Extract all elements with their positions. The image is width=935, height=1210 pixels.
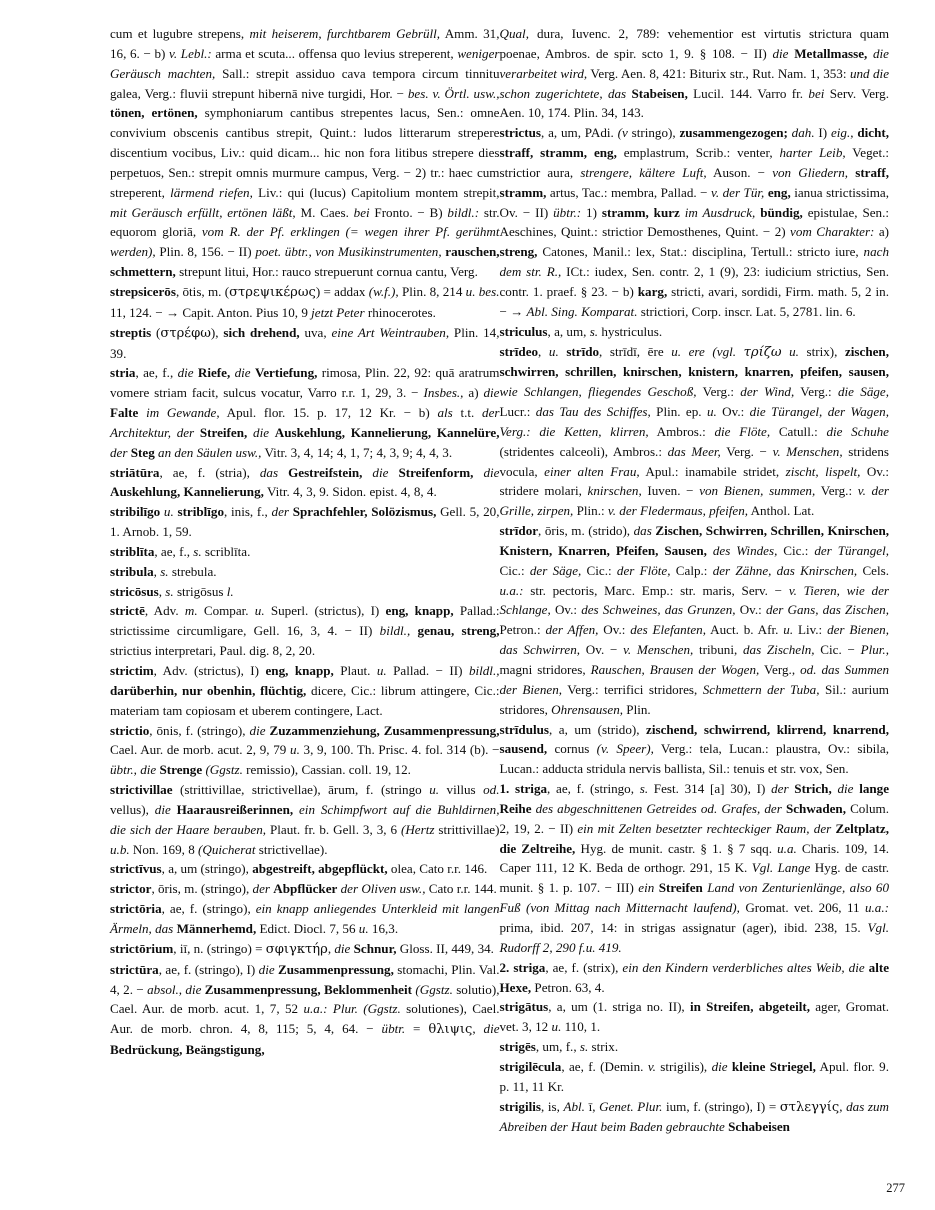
two-column-body (24, 24, 911, 1137)
dictionary-entry: striculus, a, um, s. hystriculus. (499, 323, 663, 339)
dictionary-entry: strepsicerōs, ōtis, m. (στρεψικέρως) = addax (w.f.), Plin. 8, 214 u. bes. 11, 124. − → Capit. Anton. Pius 10, 9 jetzt Peter rhinocerotes. (110, 283, 500, 320)
dictionary-entry: cum et lugubre strepens, mit heiserem, furchtbarem Gebrüll, Amm. 31, 16, 6. − b) v. Lebl.: arma et scuta... offensa quo levius streperent, weniger Geräusch machten, Sall.: strepit assiduo cava tempora circum tinnitu galea, Verg.: fluvii strepunt hibernā nive turgidi, Hor. − bes. v. Örtl. usw., tönen, ertönen, symphoniarum cantibus strepentes lacus, Sen.: omne convivium obscenis cantibus strepit, Quint.: ludos litterarum strepere discentium vocibus, Liv.: quid dicam... hic non fora litibus strepere dies perpetuos, Sen.: strepit omnis murmure campus, Verg. − 2) tr.: haec cum streperent, lärmend riefen, Liv.: qui (lucus) Capitolium montem strepit, mit Geräusch erfüllt, ertönen läßt, M. Caes. bei Fronto. − B) bildl.: str. equorom gloriā, vom R. der Pf. erklingen (= wegen ihrer Pf. gerühmt werden), Plin. 8, 156. − II) poet. übtr., von Musikinstrumenten, rauschen, schmettern, strepunt litui, Hor.: rauco strepuerunt cornua cantu, Verg. (110, 26, 500, 280)
dictionary-entry: strīdor, ōris, m. (strido), das Zischen, Schwirren, Schrillen, Knirschen, Knistern, Knarren, Pfeifen, Sausen, des Windes, Cic.: der Türangel, Cic.: der Säge, Cic.: der Flöte, Calp.: der Zähne, das Knirschen, Cels. u.a.: str. pectoris, Marc. Emp.: str. maris, Serv. − v. Tieren, wie der Schlange, Ov.: des Schweines, das Grunzen, Ov.: der Gans, das Zischen, Petron.: der Affen, Ov.: des Elefanten, Auct. b. Afr. u. Liv.: der Bienen, das Schwirren, Ov. − v. Menschen, tribuni, das Zischeln, Cic. − Plur., magni stridores, Rauschen, Brausen der Wogen, Verg., od. das Summen der Bienen, Verg.: terrifici stridores, Schmettern der Tuba, Sil.: aurium stridores, Ohrensausen, Plin. (499, 523, 890, 717)
dictionary-entry: strictūra, ae, f. (stringo), I) die Zusammenpressung, stomachi, Plin. Val. 4, 2. − absol., die Zusammenpressung, Beklommenheit (Ggstz. solutio), Cael. Aur. de morb. acut. 1, 7, 52 u.a.: Plur. (Ggstz. solutiones), Cael. Aur. de morb. chron. 4, 8, 115; 5, 4, 64. − übtr. = θλιψις, die Bedrückung, Beängstigung, (110, 961, 500, 1058)
dictionary-entry: strictōria, ae, f. (stringo), ein knapp anliegendes Unterkleid mit langen Ärmeln, das Männerhemd, Edict. Diocl. 7, 56 u. 16,3. (110, 901, 500, 936)
dictionary-entry: striblīta, ae, f., s. scriblīta. (110, 543, 251, 559)
dictionary-entry: strictivillae (strittivillae, strictivellae), ārum, f. (stringo u. villus od. vellus), die Haarausreißerinnen, ein Schimpfwort auf die Buhldirnen, die sich der Haare berauben, Plaut. fr. b. Gell. 3, 3, 6 (Hertz strittivillae) u.b. Non. 169, 8 (Quicherat strictivellae). (110, 782, 500, 857)
dictionary-entry: streptis (στρέφω), sich drehend, uva, eine Art Weintrauben, Plin. 14, 39. (110, 324, 500, 361)
dictionary-entry: strigātus, a, um (1. striga no. II), in Streifen, abgeteilt, ager, Gromat. vet. 3, 12 u. 110, 1. (499, 999, 889, 1035)
dictionary-entry: strictio, ōnis, f. (stringo), die Zuzammenziehung, Zusammenpressung, Cael. Aur. de morb. acut. 2, 9, 79 u. 3, 9, 100. Th. Prisc. 4. fol. 314 (b). − übtr., die Strenge (Ggstz. remissio), Cassian. coll. 19, 12. (110, 722, 500, 778)
dictionary-entry: strictus, a, um, PAdi. (v stringo), zusammengezogen; dah. I) eig., dicht, straff, stramm, eng, emplastrum, Scrib.: venter, harter Leib, Veget.: strictior aura, strengere, kältere Luft, Auson. − von Gliedern, straff, stramm, artus, Tac.: membra, Pallad. − v. der Tür, eng, ianua strictissima, Ov. − II) übtr.: 1) stramm, kurz im Ausdruck, bündig, epistulae, Sen.: Aeschines, Quint.: strictior Demosthenes, Quint. − 2) vom Charakter: a) streng, Catones, Manil.: lex, Stat.: disciplina, Tertull.: stricto iure, nach dem str. R., ICt.: iudex, Sen. contr. 2, 1 (9), 23: iudicium strictius, Sen. contr. 1. praef. § 23. − b) karg, stricti, avari, sordidi, Firm. math. 5, 2 in. − → Abl. Sing. Komparat. strictiori, Corp. inscr. Lat. 5, 2781. lin. 6. (499, 125, 890, 319)
dictionary-entry: strictīvus, a, um (stringo), abgestreift, abgepflückt, olea, Cato r.r. 146. (110, 861, 488, 877)
dictionary-entry: Qual, dura, Iuvenc. 2, 789: vehementior est virtutis strictura quam poenae, Ambros. de spir. scto 1, 9. § 108. − II) die Metallmasse, die verarbeitet wird, Verg. Aen. 8, 421: Biturix str., Rut. Nam. 1, 353: und die schon zugerichtete, das Stabeisen, Lucil. 144. Varro fr. bei Serv. Verg. Aen. 10, 174. Plin. 34, 143. (499, 26, 890, 121)
dictionary-entry: striātūra, ae, f. (stria), das Gestreifstein, die Streifenform, die Auskehlung, Kannelierung, Vitr. 4, 3, 9. Sidon. epist. 4, 8, 4. (110, 464, 500, 500)
dictionary-entry: strīdulus, a, um (strido), zischend, schwirrend, klirrend, knarrend, sausend, cornus (v. Speer), Verg.: tela, Lucan.: plaustra, Ov.: sibila, Lucan.: adducta stridula nervis ballista, Sil.: tenuis et str. vox, Sen. (499, 721, 889, 777)
dictionary-entry: strictē, Adv. m. Compar. u. Superl. (strictus), I) eng, knapp, Pallad.: strictissime circumligare, Gell. 16, 3, 4. − II) bildl., genau, streng, strictius interpretari, Paul. dig. 8, 2, 20. (110, 603, 500, 659)
left-column (110, 24, 500, 1060)
dictionary-entry: stria, ae, f., die Riefe, die Vertiefung, rimosa, Plin. 22, 92: quā aratrum vomere striam facit, sulcus vocatur, Varro r.r. 1, 29, 3. − Insbes., a) die Falte im Gewande, Apul. flor. 15. p. 17, 12 Kr. − b) als t.t. der Architektur, der Streifen, die Auskehlung, Kannelierung, Kannelüre, der Steg an den Säulen usw., Vitr. 3, 4, 14; 4, 1, 7; 4, 3, 9; 4, 4, 3. (110, 365, 500, 460)
right-column (500, 24, 890, 1137)
dictionary-entry: strictōrium, iī, n. (stringo) = σφιγκτήρ, die Schnur, Gloss. II, 449, 34. (110, 940, 494, 957)
dictionary-entry: strigēs, um, f., s. strix. (499, 1039, 619, 1055)
dictionary-entry: strigilis, is, Abl. ī, Genet. Plur. ium, f. (stringo), I) = στλεγγίς, das zum Abreiben der Haut beim Baden gebrauchte Schabeisen (499, 1098, 890, 1135)
dictionary-entry: strigilēcula, ae, f. (Demin. v. strigilis), die kleine Striegel, Apul. flor. 9. p. 11, 11 Kr. (499, 1058, 889, 1094)
page-number: 277 (886, 1181, 905, 1195)
dictionary-entry: stribula, s. strebula. (110, 563, 217, 579)
dictionary-entry: stribilīgo u. striblīgo, inis, f., der Sprachfehler, Solözismus, Gell. 5, 20, 1. Arnob. 1, 59. (110, 504, 500, 540)
dictionary-entry: 2. striga, ae, f. (strix), ein den Kindern verderbliches altes Weib, die alte Hexe, Petron. 63, 4. (499, 959, 890, 995)
dictionary-entry: strīdeo, u. strīdo, strīdī, ēre u. ere (vgl. τρίζω u. strix), zischen, schwirren, schrillen, knirschen, knistern, knarren, pfeifen, sausen, wie Schlangen, fliegendes Geschoß, Verg.: der Wind, Verg.: die Säge, Lucr.: das Tau des Schiffes, Plin. ep. u. Ov.: die Türangel, der Wagen, Verg.: die Ketten, klirren, Ambros.: die Flöte, Catull.: die Schuhe (stridentes calceoli), Ambros.: das Meer, Verg. − v. Menschen, stridens vocula, einer alten Frau, Apul.: inamabile stridet, zischt, lispelt, Ov.: stridere molari, knirschen, Iuven. − von Bienen, summen, Verg.: v. der Grille, zirpen, Plin.: v. der Fledermaus, pfeifen, Anthol. Lat. (499, 343, 889, 519)
dictionary-entry: 1. striga, ae, f. (stringo, s. Fest. 314 [a] 30), I) der Strich, die lange Reihe des abgeschnittenen Getreides od. Grafes, der Schwaden, Colum. 2, 19, 2. − II) ein mit Zelten besetzter rechteckiger Raum, der Zeltplatz, die Zeltreihe, Hyg. de munit. castr. § 1. § 7 sqq. u.a. Charis. 109, 14. Caper 111, 12 K. Beda de orthogr. 291, 15 K. Vgl. Lange Hyg. de castr. munit. § 1. p. 107. − III) ein Streifen Land von Zenturienlänge, also 60 Fuß (von Mittag nach Mitternacht laufend), Gromat. vet. 206, 11 u.a.: prima, ibid. 207, 14: in strigas assignatur (ager), ibid. 238, 15. Vgl. Rudorff 2, 290 f.u. 419. (499, 781, 890, 955)
dictionary-entry: stricōsus, s. strigōsus l. (110, 583, 234, 599)
dictionary-entry: strictor, ōris, m. (stringo), der Abpflücker der Oliven usw., Cato r.r. 144. (110, 881, 497, 897)
dictionary-entry: strictim, Adv. (strictus), I) eng, knapp, Plaut. u. Pallad. − II) bildl., darüberhin, nur obenhin, flüchtig, dicere, Cic.: librum attingere, Cic.: materiam tam copiosam et uberem contingere, Lact. (110, 663, 500, 718)
